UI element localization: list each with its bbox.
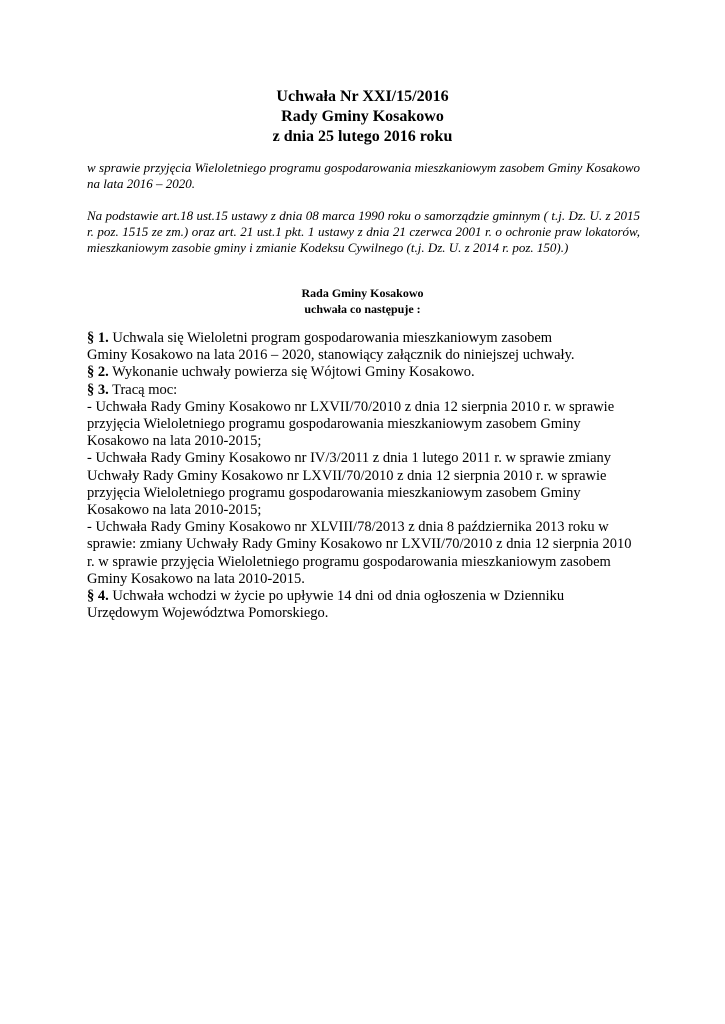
council-name: Rada Gminy Kosakowo <box>301 286 424 300</box>
paragraph-3-mark: § 3. <box>87 381 109 398</box>
paragraph-4-line-2: Urzędowym Województwa Pomorskiego. <box>87 605 329 622</box>
paragraph-3-line: Gminy Kosakowo na lata 2010-2015. <box>87 570 305 587</box>
paragraph-3-line: - Uchwała Rady Gminy Kosakowo nr LXVII/70/2010 z dnia 12 sierpnia 2010 r. w sprawie <box>87 398 615 415</box>
paragraph-4-text: Uchwała wchodzi w życie po upływie 14 dni od dnia ogłoszenia w Dzienniku <box>108 588 565 605</box>
council-resolves: uchwała co następuje : <box>304 302 421 316</box>
paragraph-2 <box>87 364 647 381</box>
paragraph-4-line-1 <box>87 588 647 605</box>
legal-basis: Na podstawie art.18 ust.15 ustawy z dnia 08 marca 1990 roku o samorządzie gminnym ( t.j. Dz. U. z 2015 r. poz. 1515 ze zm.) oraz art. 21 ust.1 pkt. 1 ustawy z dnia 21 czerwca 2001 r. o ochronie praw lokatorów, mieszkaniowym zasobie gminy i zmianie Kodeksu Cywilnego (t.j. Dz. U. z 2014 r. poz. 150).) <box>87 208 640 255</box>
paragraph-3-line: sprawie: zmiany Uchwały Rady Gminy Kosakowo nr LXVII/70/2010 z dnia 12 sierpnia 2010 <box>87 536 632 553</box>
title-line-council: Rady Gminy Kosakowo <box>281 108 444 125</box>
paragraph-3-line: przyjęcia Wieloletniego programu gospodarowania mieszkaniowym zasobem Gminy <box>87 416 581 433</box>
resolution-title <box>0 87 725 147</box>
paragraph-3-line: przyjęcia Wieloletniego programu gospodarowania mieszkaniowym zasobem Gminy <box>87 484 581 501</box>
paragraph-2-text: Wykonanie uchwały powierza się Wójtowi Gminy Kosakowo. <box>108 364 475 381</box>
paragraph-2-mark: § 2. <box>87 364 109 381</box>
resolution-subject: w sprawie przyjęcia Wieloletniego programu gospodarowania mieszkaniowym zasobem Gminy Kosakowo na lata 2016 – 2020. <box>87 160 640 191</box>
paragraph-3-line: Uchwały Rady Gminy Kosakowo nr LXVII/70/2010 z dnia 12 sierpnia 2010 r. w sprawie <box>87 467 607 484</box>
title-line-number: Uchwała Nr XXI/15/2016 <box>276 88 449 105</box>
paragraph-1-line-2: Gminy Kosakowo na lata 2016 – 2020, stanowiący załącznik do niniejszej uchwały. <box>87 347 575 364</box>
paragraph-1-text: Uchwala się Wieloletni program gospodarowania mieszkaniowym zasobem <box>108 330 553 346</box>
title-line-date: z dnia 25 lutego 2016 roku <box>272 128 453 145</box>
paragraph-3-line: - Uchwała Rady Gminy Kosakowo nr XLVIII/78/2013 z dnia 8 października 2013 roku w <box>87 519 609 536</box>
council-declaration <box>0 285 725 317</box>
paragraph-3-line: - Uchwała Rady Gminy Kosakowo nr IV/3/2011 z dnia 1 lutego 2011 r. w sprawie zmiany <box>87 450 612 467</box>
paragraph-1-line-1 <box>87 330 647 347</box>
paragraph-3-heading <box>87 382 647 399</box>
paragraph-4-mark: § 4. <box>87 588 109 605</box>
paragraph-3-line: Kosakowo na lata 2010-2015; <box>87 433 262 450</box>
paragraph-3-line: Kosakowo na lata 2010-2015; <box>87 502 262 519</box>
resolution-body <box>87 330 647 622</box>
paragraph-3-line: r. w sprawie przyjęcia Wieloletniego programu gospodarowania mieszkaniowym zasobem <box>87 553 611 570</box>
paragraph-1-mark: § 1. <box>87 330 109 346</box>
paragraph-3-text: Tracą moc: <box>108 381 178 398</box>
